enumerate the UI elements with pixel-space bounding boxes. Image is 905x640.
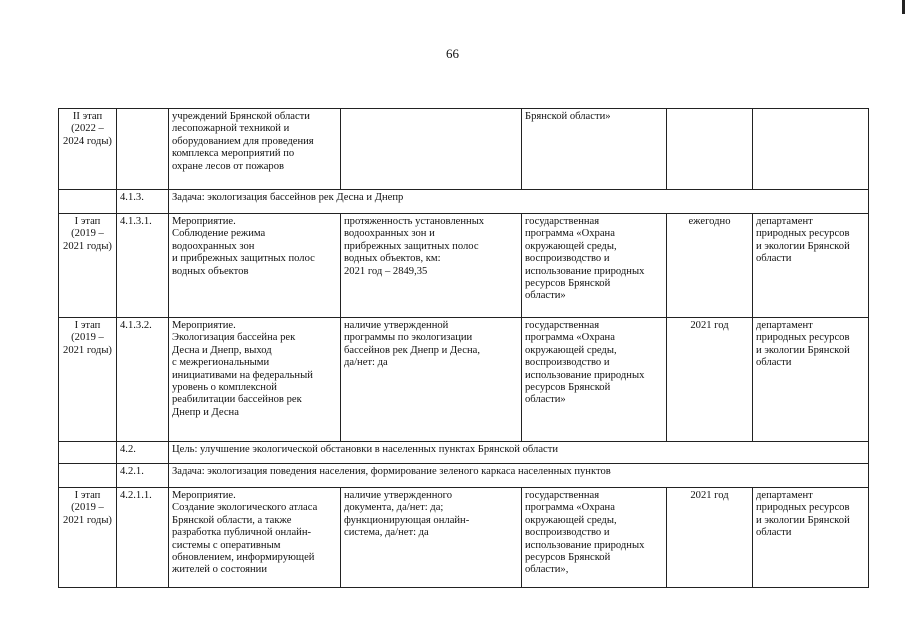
table-row [59, 488, 869, 588]
table-row [59, 464, 869, 488]
program-cell: Брянской области» [522, 109, 667, 190]
deadline-cell: ежегодно [667, 214, 753, 318]
table-row [59, 442, 869, 464]
indicator-cell: наличие утвержденного документа, да/нет: да; функционирующая онлайн- система, да/нет: да [341, 488, 522, 588]
stage-cell: II этап (2022 – 2024 годы) [59, 109, 117, 190]
responsible-cell [753, 109, 869, 190]
item-code-cell: 4.1.3. [117, 190, 169, 214]
stage-cell: I этап (2019 – 2021 годы) [59, 488, 117, 588]
stage-cell: I этап (2019 – 2021 годы) [59, 318, 117, 442]
item-code-cell [117, 109, 169, 190]
deadline-cell: 2021 год [667, 488, 753, 588]
indicator-cell [341, 109, 522, 190]
activity-cell: Мероприятие. Соблюдение режима водоохранных зон и прибрежных защитных полос водных объектов [169, 214, 341, 318]
page-number: 66 [446, 46, 459, 61]
responsible-cell: департамент природных ресурсов и экологии Брянской области [753, 214, 869, 318]
item-code-cell: 4.1.3.2. [117, 318, 169, 442]
table-row [59, 318, 869, 442]
indicator-cell: наличие утвержденной программы по экологизации бассейнов рек Днепр и Десна, да/нет: да [341, 318, 522, 442]
activity-cell: Мероприятие. Создание экологического атласа Брянской области, а также разработка публичной онлайн- системы с оперативным обновлением, информирующей жителей о состоянии [169, 488, 341, 588]
responsible-cell: департамент природных ресурсов и экологии Брянской области [753, 488, 869, 588]
table-row [59, 190, 869, 214]
activity-cell: Мероприятие. Экологизация бассейна рек Десна и Днепр, выход с межрегиональными инициативами на федеральный уровень о комплексной реабилитации бассейнов рек Днепр и Десна [169, 318, 341, 442]
program-table [58, 108, 869, 588]
activity-cell: учреждений Брянской области лесопожарной техникой и оборудованием для проведения комплекса мероприятий по охране лесов от пожаров [169, 109, 341, 190]
table-row [59, 109, 869, 190]
goal-task-cell: Задача: экологизация поведения населения, формирование зеленого каркаса населенных пунктов [169, 464, 869, 488]
program-cell: государственная программа «Охрана окружающей среды, воспроизводство и использование природных ресурсов Брянской области», [522, 488, 667, 588]
stage-cell [59, 190, 117, 214]
program-cell: государственная программа «Охрана окружающей среды, воспроизводство и использование природных ресурсов Брянской области» [522, 318, 667, 442]
table-row [59, 214, 869, 318]
stage-cell [59, 464, 117, 488]
item-code-cell: 4.2. [117, 442, 169, 464]
goal-task-cell: Цель: улучшение экологической обстановки в населенных пунктах Брянской области [169, 442, 869, 464]
deadline-cell: 2021 год [667, 318, 753, 442]
item-code-cell: 4.2.1. [117, 464, 169, 488]
item-code-cell: 4.1.3.1. [117, 214, 169, 318]
goal-task-cell: Задача: экологизация бассейнов рек Десна и Днепр [169, 190, 869, 214]
stage-cell: I этап (2019 – 2021 годы) [59, 214, 117, 318]
deadline-cell [667, 109, 753, 190]
program-cell: государственная программа «Охрана окружающей среды, воспроизводство и использование природных ресурсов Брянской области» [522, 214, 667, 318]
stage-cell [59, 442, 117, 464]
item-code-cell: 4.2.1.1. [117, 488, 169, 588]
responsible-cell: департамент природных ресурсов и экологии Брянской области [753, 318, 869, 442]
indicator-cell: протяженность установленных водоохранных зон и прибрежных защитных полос водных объектов, км: 2021 год – 2849,35 [341, 214, 522, 318]
